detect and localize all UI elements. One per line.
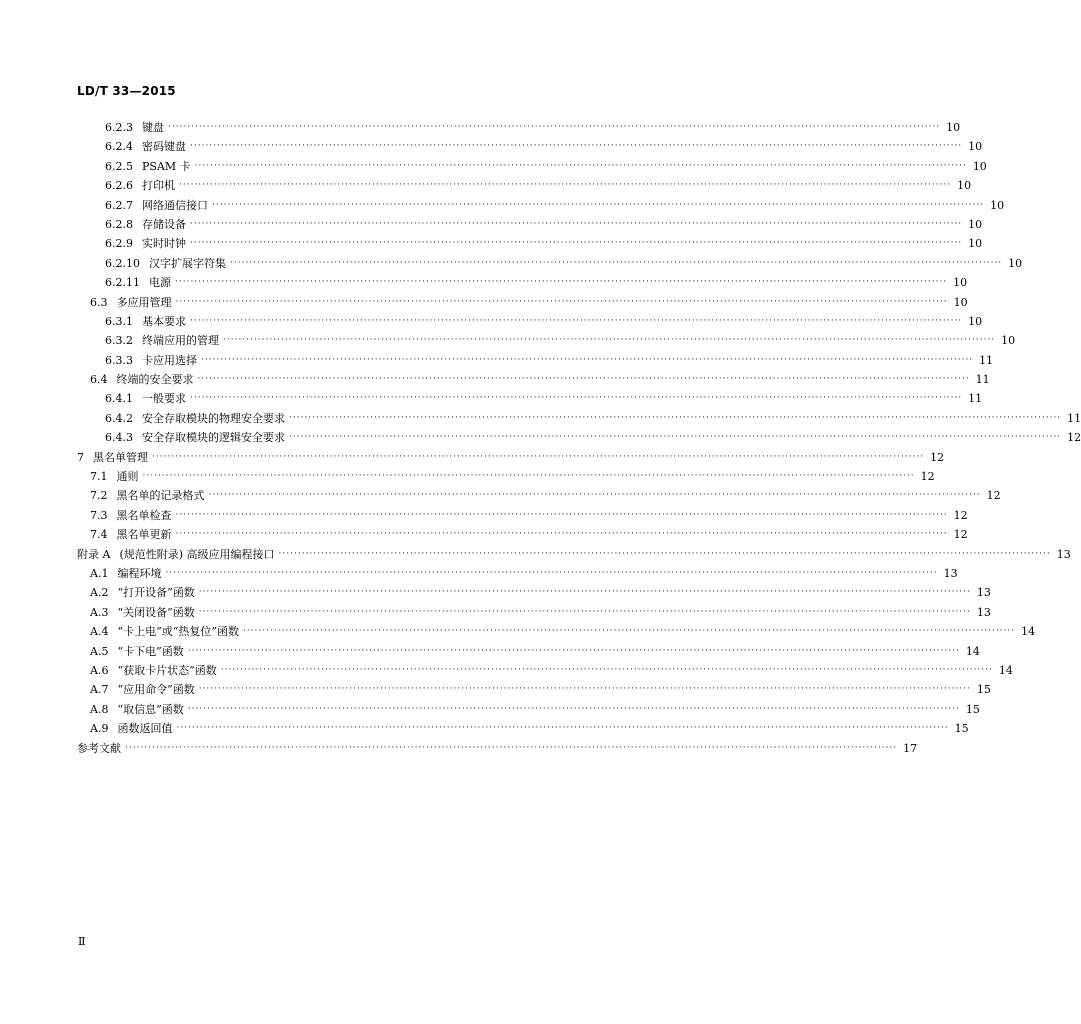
toc-entry-page: 11 xyxy=(979,353,994,367)
toc-entry[interactable] xyxy=(0,680,991,699)
toc-entry-number: 7 xyxy=(77,450,84,464)
toc-entry-page: 11 xyxy=(1067,411,1081,425)
toc-entry-number: 6.4.1 xyxy=(105,392,133,406)
toc-entry-number: 6.3 xyxy=(90,295,108,309)
toc-entry-number: 6.3.3 xyxy=(105,353,133,367)
page-number: Ⅱ xyxy=(78,935,86,948)
toc-entry-number: 6.2.4 xyxy=(105,140,133,154)
toc-entry[interactable] xyxy=(0,525,968,544)
toc-entry-title: 键盘 xyxy=(142,121,164,134)
toc-entry-title: “取信息”函数 xyxy=(117,702,184,716)
toc-entry-page: 13 xyxy=(1056,547,1071,561)
toc-entry[interactable] xyxy=(0,661,1013,680)
toc-entry-number: 6.2.8 xyxy=(105,217,133,231)
toc-entry-title: 黑名单更新 xyxy=(116,528,172,542)
toc-entry-title: 黑名单管理 xyxy=(93,450,148,464)
toc-leader-dots: ········································································································································································································ xyxy=(168,122,941,132)
toc-leader-dots: ········································································································································································································ xyxy=(190,218,963,229)
toc-entry-title: 终端的安全要求 xyxy=(116,373,194,387)
toc-entry-number: 6.2.11 xyxy=(105,276,140,290)
toc-leader-dots: ········································································································································································································ xyxy=(175,296,948,307)
toc-leader-dots: ········································································································································································································ xyxy=(212,199,985,210)
toc-leader-dots: ········································································································································································································ xyxy=(198,587,971,598)
toc-entry-title: PSAM 卡 xyxy=(142,159,191,173)
toc-entry-number: 7.4 xyxy=(90,528,108,542)
toc-leader-dots: ········································································································································································································ xyxy=(190,238,963,249)
toc-entry-title: “关闭设备”函数 xyxy=(117,605,195,619)
toc-leader-dots: ········································································································································································································ xyxy=(223,335,996,346)
toc-entry[interactable] xyxy=(0,351,994,370)
toc-entry-page: 10 xyxy=(946,121,961,134)
toc-entry-page: 14 xyxy=(1021,625,1036,639)
toc-entry-page: 13 xyxy=(943,566,958,580)
toc-leader-dots: ········································································································································································································ xyxy=(165,567,938,578)
toc-entry-page: 10 xyxy=(1008,256,1023,270)
toc-entry-number: 7.3 xyxy=(90,508,108,522)
toc-entry-page: 12 xyxy=(920,470,935,484)
toc-leader-dots: ········································································································································································································ xyxy=(190,141,963,152)
toc-entry-number: 6.3.1 xyxy=(105,314,133,328)
toc-leader-dots: ········································································································································································································ xyxy=(190,315,963,326)
toc-entry-page: 12 xyxy=(986,489,1001,503)
toc-leader-dots: ········································································································································································································ xyxy=(176,723,949,734)
toc-entry[interactable] xyxy=(0,486,1001,505)
toc-entry-page: 15 xyxy=(976,683,991,697)
toc-entry[interactable] xyxy=(0,331,1016,350)
toc-leader-dots: ········································································································································································································ xyxy=(230,257,1003,268)
toc-entry-page: 12 xyxy=(953,528,968,542)
toc-entry-page: 10 xyxy=(957,179,972,193)
toc-entry[interactable] xyxy=(0,409,1081,428)
toc-entry[interactable] xyxy=(0,545,1071,564)
toc-entry[interactable] xyxy=(0,215,983,234)
toc-entry[interactable] xyxy=(0,118,961,137)
toc-entry-title: 卡应用选择 xyxy=(142,353,197,367)
toc-leader-dots: ········································································································································································································ xyxy=(194,160,967,171)
toc-entry[interactable] xyxy=(0,196,1005,215)
toc-leader-dots: ········································································································································································································ xyxy=(142,471,915,482)
toc-entry[interactable] xyxy=(0,157,987,176)
toc-entry-number: 6.2.5 xyxy=(105,159,133,173)
toc-entry-title: (规范性附录) 高级应用编程接口 xyxy=(119,547,275,561)
toc-entry-number: 6.4.3 xyxy=(105,431,133,445)
toc-entry-page: 10 xyxy=(1001,334,1016,348)
toc-entry-title: 黑名单检查 xyxy=(116,508,172,522)
toc-entry-number: A.8 xyxy=(90,702,109,716)
toc-leader-dots: ········································································································································································································ xyxy=(198,684,971,695)
toc-entry-title: “应用命令”函数 xyxy=(117,683,195,697)
toc-leader-dots: ········································································································································································································ xyxy=(289,432,1062,443)
toc-entry-number: 6.2.6 xyxy=(105,179,133,193)
toc-entry-number: A.4 xyxy=(90,625,109,639)
toc-entry-page: 14 xyxy=(998,663,1013,677)
toc-entry-title: 电源 xyxy=(149,276,171,290)
toc-entry-number: A.5 xyxy=(90,644,109,658)
toc-entry-title: 网络通信接口 xyxy=(142,198,208,212)
toc-entry-page: 12 xyxy=(1067,431,1081,445)
toc-leader-dots: ········································································································································································································ xyxy=(242,626,1016,637)
toc-entry-title: 参考文献 xyxy=(77,741,121,755)
toc-entry-number: A.7 xyxy=(90,683,109,697)
toc-entry[interactable] xyxy=(0,467,935,486)
toc-entry-title: 汉字扩展字符集 xyxy=(149,256,226,270)
toc-leader-dots: ········································································································································································································ xyxy=(179,180,952,191)
toc-entry-number: A.6 xyxy=(90,663,109,677)
toc-entry[interactable] xyxy=(0,428,1081,447)
toc-leader-dots: ········································································································································································································ xyxy=(175,509,948,520)
toc-entry-title: 存储设备 xyxy=(142,217,186,231)
toc-leader-dots: ········································································································································································································ xyxy=(220,664,993,675)
toc-entry-page: 10 xyxy=(968,217,983,231)
toc-entry[interactable] xyxy=(0,234,983,253)
toc-entry-number: A.1 xyxy=(90,566,109,580)
toc-entry[interactable] xyxy=(0,564,958,583)
toc-entry[interactable] xyxy=(0,583,991,602)
toc-entry[interactable] xyxy=(0,389,983,408)
toc-entry-title: 一般要求 xyxy=(142,392,186,406)
toc-entry-number: 6.4 xyxy=(90,373,108,387)
toc-entry[interactable] xyxy=(0,370,990,389)
toc-entry-number: 6.3.2 xyxy=(105,334,133,348)
toc-entry-title: 通则 xyxy=(116,470,139,484)
toc-entry-page: 10 xyxy=(953,295,968,309)
toc-leader-dots: ········································································································································································································ xyxy=(175,529,948,540)
toc-entry[interactable] xyxy=(0,312,983,331)
toc-entry-number: 7.2 xyxy=(90,489,108,503)
toc-leader-dots: ········································································································································································································ xyxy=(201,354,974,365)
toc-leader-dots: ········································································································································································································ xyxy=(197,374,970,385)
toc-entry-page: 12 xyxy=(930,450,945,464)
toc-entry-page: 15 xyxy=(965,702,980,716)
toc-entry-title: 安全存取模块的物理安全要求 xyxy=(142,411,285,425)
toc-entry-number: A.9 xyxy=(90,722,109,736)
toc-entry-page: 13 xyxy=(976,586,991,600)
toc-entry[interactable] xyxy=(0,506,968,525)
toc-entry-page: 13 xyxy=(976,605,991,619)
toc-leader-dots: ········································································································································································································ xyxy=(289,412,1062,423)
toc-entry-page: 15 xyxy=(954,722,969,736)
toc-entry-page: 10 xyxy=(968,237,983,251)
toc-entry[interactable] xyxy=(0,739,918,758)
toc-entry-page: 11 xyxy=(975,373,990,387)
toc-entry-page: 10 xyxy=(968,140,983,154)
toc-entry-page: 17 xyxy=(903,741,918,755)
toc-entry-number: A.2 xyxy=(90,586,109,600)
toc-entry[interactable] xyxy=(0,642,980,661)
document-id: LD/T 33—2015 xyxy=(77,84,176,98)
toc-entry[interactable] xyxy=(0,622,1036,641)
toc-entry[interactable] xyxy=(0,137,983,156)
toc-entry-number: 附录 A xyxy=(77,547,111,561)
toc-entry-page: 14 xyxy=(965,644,980,658)
toc-leader-dots: ········································································································································································································ xyxy=(125,742,898,753)
toc-entry-number: 6.2.9 xyxy=(105,237,133,251)
toc-entry-title: 实时时钟 xyxy=(142,237,186,251)
toc-leader-dots: ········································································································································································································ xyxy=(190,393,963,404)
toc-entry-title: 编程环境 xyxy=(117,566,162,580)
toc-entry-number: 6.2.10 xyxy=(105,256,140,270)
toc-entry-number: 6.2.7 xyxy=(105,198,133,212)
toc-entry-page: 12 xyxy=(953,508,968,522)
toc-leader-dots: ········································································································································································································ xyxy=(187,645,960,656)
toc-entry-number: 7.1 xyxy=(90,470,108,484)
table-of-contents xyxy=(0,118,1081,758)
toc-entry-title: “打开设备”函数 xyxy=(117,586,195,600)
toc-entry-page: 11 xyxy=(968,392,983,406)
toc-entry[interactable] xyxy=(0,603,991,622)
toc-entry-number: 6.2.3 xyxy=(105,121,133,134)
toc-leader-dots: ········································································································································································································ xyxy=(278,548,1051,559)
toc-entry-title: 函数返回值 xyxy=(117,722,173,736)
toc-leader-dots: ········································································································································································································ xyxy=(208,490,981,501)
toc-entry-title: “卡下电”函数 xyxy=(117,644,184,658)
toc-entry[interactable] xyxy=(0,293,968,312)
toc-entry[interactable] xyxy=(0,700,980,719)
toc-entry-title: “获取卡片状态”函数 xyxy=(117,663,217,677)
toc-entry-title: 打印机 xyxy=(142,179,175,193)
toc-entry[interactable] xyxy=(0,448,945,467)
toc-leader-dots: ········································································································································································································ xyxy=(198,606,971,617)
toc-entry-page: 10 xyxy=(990,198,1005,212)
toc-entry-page: 10 xyxy=(953,276,968,290)
toc-entry[interactable] xyxy=(0,719,969,738)
toc-entry-title: 密码键盘 xyxy=(142,140,186,154)
toc-entry-title: 黑名单的记录格式 xyxy=(116,489,205,503)
toc-entry-page: 10 xyxy=(968,314,983,328)
toc-leader-dots: ········································································································································································································ xyxy=(187,703,960,714)
toc-entry-title: 基本要求 xyxy=(142,314,186,328)
toc-entry[interactable] xyxy=(0,176,972,195)
toc-entry-number: A.3 xyxy=(90,605,109,619)
toc-entry-page: 10 xyxy=(972,159,987,173)
toc-entry-title: “卡上电”或“热复位”函数 xyxy=(117,625,239,639)
toc-entry-title: 终端应用的管理 xyxy=(142,334,219,348)
toc-leader-dots: ········································································································································································································ xyxy=(175,277,948,288)
toc-entry-title: 多应用管理 xyxy=(116,295,172,309)
toc-entry[interactable] xyxy=(0,273,968,292)
toc-entry[interactable] xyxy=(0,254,1023,273)
toc-leader-dots: ········································································································································································································ xyxy=(152,451,925,462)
toc-entry-title: 安全存取模块的逻辑安全要求 xyxy=(142,431,285,445)
toc-entry-number: 6.4.2 xyxy=(105,411,133,425)
